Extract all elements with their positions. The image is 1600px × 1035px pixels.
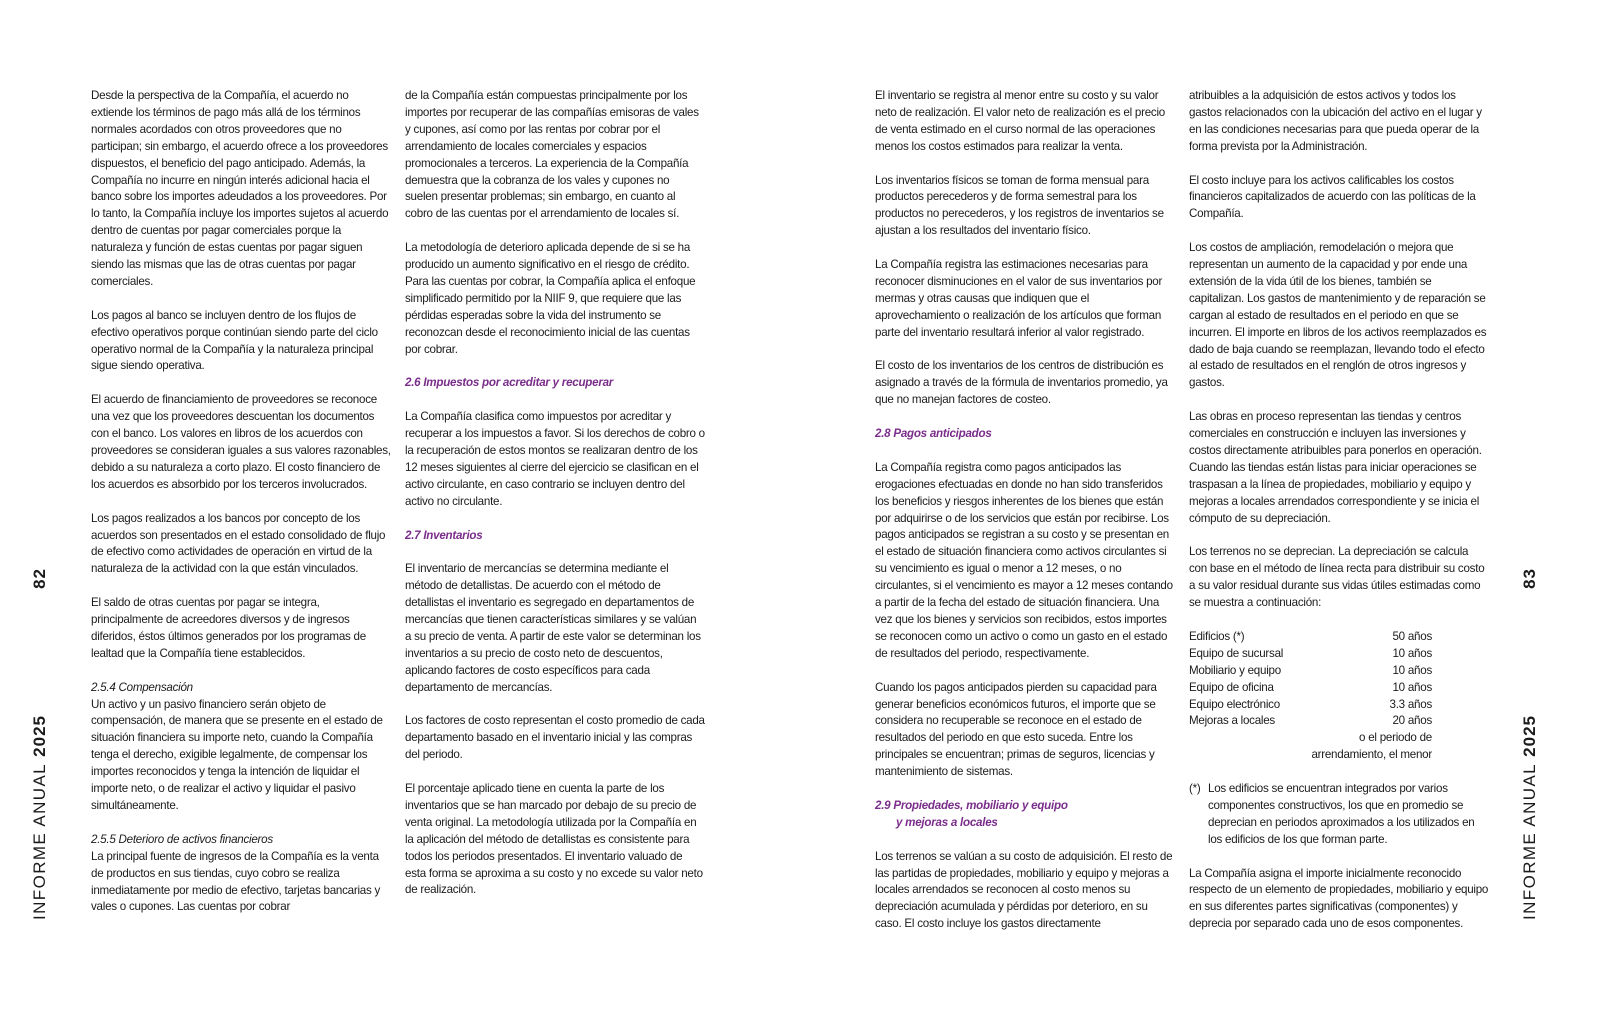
paragraph: El saldo de otras cuentas por pagar se integra, principalmente de acreedores diversos y de ingresos diferidos, éstos últimos generados por los programas de lealtad que la Compañía tiene establecidos. xyxy=(91,596,366,660)
asset-name: Equipo electrónico xyxy=(1189,697,1280,711)
paragraph: La Compañía asigna el importe inicialmente reconocido respecto de un elemento de propiedades, mobiliario y equipo en sus diferentes partes significativas (componentes) y deprecia por separado cada uno de esos componentes. xyxy=(1189,866,1489,931)
table-note: o el periodo de xyxy=(1359,731,1432,745)
report-title-left xyxy=(30,715,50,920)
paragraph: Desde la perspectiva de la Compañía, el acuerdo no extiende los términos de pago más allá de los términos normales acordados con otros proveedores que no participan; sin embargo, el acuerdo ofrece a los proveedores dispuestos, el beneficio del pago anticipado. Además, la Compañía no incurre en ningún interés adicional hacia el banco sobre los importes adeudados a los proveedores. Por lo tanto, la Compañía incluye los importes sujetos al acuerdo dentro de cuentas por pagar comerciales porque la naturaleza y función de estas cuentas por pagar siguen siendo las mismas que las de otras cuentas por pagar comerciales. xyxy=(91,89,389,288)
table-row xyxy=(1189,680,1432,697)
text-column-1 xyxy=(91,88,391,916)
paragraph: Los terrenos se valúan a su costo de adquisición. El resto de las partidas de propiedades, mobiliario y equipo y mejoras a locales arrendados se reconocen al costo menos su depreciación acumulada y pérdidas por deterioro, en su caso. El costo incluye los gastos directamente xyxy=(875,849,1173,931)
asset-name: Edificios (*) xyxy=(1189,629,1245,643)
paragraph: La metodología de deterioro aplicada depende de si se ha producido un aumento significativo en el riesgo de crédito. Para las cuentas por cobrar, la Compañía aplica el enfoque simplificado permitido por la NIIF 9, que requiere que las pérdidas esperadas sobre la vida del instrumento se reconozcan desde el reconocimiento inicial de las cuentas por cobrar. xyxy=(405,241,696,356)
text-column-4 xyxy=(1189,88,1489,933)
paragraph: La principal fuente de ingresos de la Compañía es la venta de productos en sus tiendas, cuyo cobro se realiza inmediatamente por medio de efectivo, tarjetas bancarias y vales o cupones. Las cuentas por cobrar xyxy=(91,849,381,914)
page-number-right: 83 xyxy=(1520,568,1539,589)
section-heading-2-9 xyxy=(875,798,1175,832)
table-row xyxy=(1189,663,1432,680)
paragraph: Los pagos al banco se incluyen dentro de los flujos de efectivo operativos porque continúan siendo parte del ciclo operativo normal de la Compañía y la naturaleza principal sigue siendo operativa. xyxy=(91,308,378,373)
asset-name: Mobiliario y equipo xyxy=(1189,663,1281,677)
table-row xyxy=(1189,697,1432,714)
table-row xyxy=(1189,646,1432,663)
footnote-mark: (*) xyxy=(1189,782,1201,796)
paragraph: Los terrenos no se deprecian. La depreciación se calcula con base en el método de línea recta para distribuir su costo a su valor residual durante sus vidas útiles estimadas como se muestra a continuación: xyxy=(1189,545,1485,610)
heading-line: y mejoras a locales xyxy=(896,815,998,829)
useful-life: 50 años xyxy=(1392,629,1432,643)
table-row xyxy=(1189,629,1432,646)
useful-life: 3.3 años xyxy=(1389,697,1432,711)
report-label: INFORME ANUAL xyxy=(30,762,49,920)
report-label: INFORME ANUAL xyxy=(1520,762,1539,920)
paragraph: El costo incluye para los activos calificables los costos financieros capitalizados de acuerdo con las políticas de la Compañía. xyxy=(1189,173,1476,221)
text-column-2 xyxy=(405,88,705,899)
report-year: 2025 xyxy=(1520,714,1539,757)
table-row xyxy=(1189,713,1432,730)
paragraph: El inventario se registra al menor entre su costo y su valor neto de realización. El valor neto de realización es el precio de venta estimado en el curso normal de las operaciones menos los costos estimados para realizar la venta. xyxy=(875,89,1165,153)
text-column-3 xyxy=(875,88,1175,933)
subsection-heading-2-5-4: 2.5.4 Compensación xyxy=(91,680,193,694)
paragraph: atribuibles a la adquisición de estos activos y todos los gastos relacionados con la ubicación del activo en el lugar y en las condiciones necesarias para que pueda operar de la forma prevista por la Administración. xyxy=(1189,89,1482,153)
footnote xyxy=(1189,781,1489,849)
subsection-heading-2-5-5: 2.5.5 Deterioro de activos financieros xyxy=(91,832,273,846)
paragraph: Las obras en proceso representan las tiendas y centros comerciales en construcción e incluyen las inversiones y costos directamente atribuibles para ponerlos en operación. Cuando las tiendas están listas para iniciar operaciones se traspasan a la línea de propiedades, mobiliario y equipo y mejoras a locales arrendados correspondiente y se inicia el cómputo de su depreciación. xyxy=(1189,410,1482,525)
asset-name: Equipo de sucursal xyxy=(1189,646,1284,660)
paragraph: La Compañía registra como pagos anticipados las erogaciones efectuadas en donde no han sido transferidos los beneficios y riesgos inherentes de los bienes que están por adquirirse o de los servicios que están por recibirse. Los pagos anticipados se registran a su costo y se presentan en el estado de situación financiera como activos circulantes si su vencimiento es igual o menor a 12 meses, o no circulantes, si el vencimiento es mayor a 12 meses contando a partir de la fecha del estado de situación financiera. Una vez que los bienes y servicios son recibidos, estos importes se reconocen como un activo o como un gasto en el estado de resultados del periodo, respectivamente. xyxy=(875,460,1173,660)
paragraph: Los pagos realizados a los bancos por concepto de los acuerdos son presentados en el estado consolidado de flujo de efectivo como actividades de operación en virtud de la naturaleza de la actividad con la que están vinculados. xyxy=(91,511,386,576)
paragraph: El acuerdo de financiamiento de proveedores se reconoce una vez que los proveedores descuentan los documentos con el banco. Los valores en libros de los acuerdos con proveedores se consideran iguales a sus valores razonables, debido a su naturaleza a corto plazo. El costo financiero de los acuerdos es absorbido por los terceros involucrados. xyxy=(91,393,391,491)
paragraph: Los costos de ampliación, remodelación o mejora que representan un aumento de la capacidad y por ende una extensión de la vida útil de los bienes, también se capitalizan. Los gastos de mantenimiento y de reparación se cargan al estado de resultados en el periodo en que se incurren. El importe en libros de los activos reemplazados es dado de baja cuando se reemplazan, llevando todo el efecto al estado de resultados en el renglón de otros ingresos y gastos. xyxy=(1189,241,1487,390)
paragraph: de la Compañía están compuestas principalmente por los importes por recuperar de las compañías emisoras de vales y cupones, así como por las rentas por cobrar por el arrendamiento de locales comerciales y espacios promocionales a terceros. La experiencia de la Compañía demuestra que la cobranza de los vales y cupones no suelen presentar problemas; sin embargo, en cuanto al cobro de las cuentas por el arrendamiento de locales sí. xyxy=(405,89,699,221)
table-note: arrendamiento, el menor xyxy=(1311,748,1432,762)
report-title-right xyxy=(1520,715,1540,920)
useful-life: 10 años xyxy=(1392,663,1432,677)
heading-line: 2.9 Propiedades, mobiliario y equipo xyxy=(875,798,1068,812)
paragraph: Los factores de costo representan el costo promedio de cada departamento basado en el inventario inicial y las compras del periodo. xyxy=(405,714,705,762)
paragraph: El porcentaje aplicado tiene en cuenta la parte de los inventarios que se han marcado por debajo de su precio de venta original. La metodología utilizada por la Compañía en la aplicación del método de detallistas es consistente para todos los periodos presentados. El inventario valuado de esta forma se aproxima a su costo y no excede su valor neto de realización. xyxy=(405,782,703,897)
paragraph: El costo de los inventarios de los centros de distribución es asignado a través de la fórmula de inventarios promedio, ya que no manejan factores de costeo. xyxy=(875,359,1168,407)
page-number-left: 82 xyxy=(30,568,49,589)
depreciation-table xyxy=(1189,629,1432,764)
useful-life: 20 años xyxy=(1392,714,1432,728)
section-heading-2-7: 2.7 Inventarios xyxy=(405,528,483,542)
paragraph: Los inventarios físicos se toman de forma mensual para productos perecederos y de forma semestral para los productos no perecederos, y los registros de inventarios se ajustan a los resultados del inventario físico. xyxy=(875,173,1164,238)
section-heading-2-6: 2.6 Impuestos por acreditar y recuperar xyxy=(405,376,614,390)
section-heading-2-8: 2.8 Pagos anticipados xyxy=(875,427,992,441)
paragraph: La Compañía clasifica como impuestos por acreditar y recuperar a los impuestos a favor. Si los derechos de cobro o la recuperación de estos montos se realizaran dentro de los 12 meses siguientes al cierre del ejercicio se clasifican en el activo circulante, en caso contrario se incluyen dentro del activo no circulante. xyxy=(405,410,705,508)
useful-life: 10 años xyxy=(1392,680,1432,694)
report-year: 2025 xyxy=(30,714,49,757)
paragraph: Cuando los pagos anticipados pierden su capacidad para generar beneficios económicos futuros, el importe que se considera no recuperable se reconoce en el estado de resultados del periodo en que esto suceda. Entre los principales se encuentran; primas de seguros, licencias y mantenimiento de sistemas. xyxy=(875,680,1157,779)
footnote-text: Los edificios se encuentran integrados por varios componentes constructivos, los que en promedio se deprecian en periodos aproximados a los utilizados en los edificios de los que forman parte. xyxy=(1208,782,1475,846)
paragraph: La Compañía registra las estimaciones necesarias para reconocer disminuciones en el valor de sus inventarios por mermas y otras causas que indiquen que el aprovechamiento o realización de los artículos que forman parte del inventario resultará inferior al valor registrado. xyxy=(875,258,1163,339)
paragraph: Un activo y un pasivo financiero serán objeto de compensación, de manera que se presente en el estado de situación financiera su importe neto, cuando la Compañía tenga el derecho, exigible legalmente, de compensar los importes reconocidos y tenga la intención de liquidar el importe neto, o de realizar el activo y liquidar el pasivo simultáneamente. xyxy=(91,697,383,812)
asset-name: Mejoras a locales xyxy=(1189,714,1275,728)
useful-life: 10 años xyxy=(1392,646,1432,660)
asset-name: Equipo de oficina xyxy=(1189,680,1274,694)
paragraph: El inventario de mercancías se determina mediante el método de detallistas. De acuerdo con el método de detallistas el inventario es segregado en departamentos de mercancías que tienen características similares y se valúan a su precio de venta. A partir de este valor se determinan los inventarios a su precio de costo neto de descuentos, aplicando factores de costo específicos para cada departamento de mercancías. xyxy=(405,562,701,694)
